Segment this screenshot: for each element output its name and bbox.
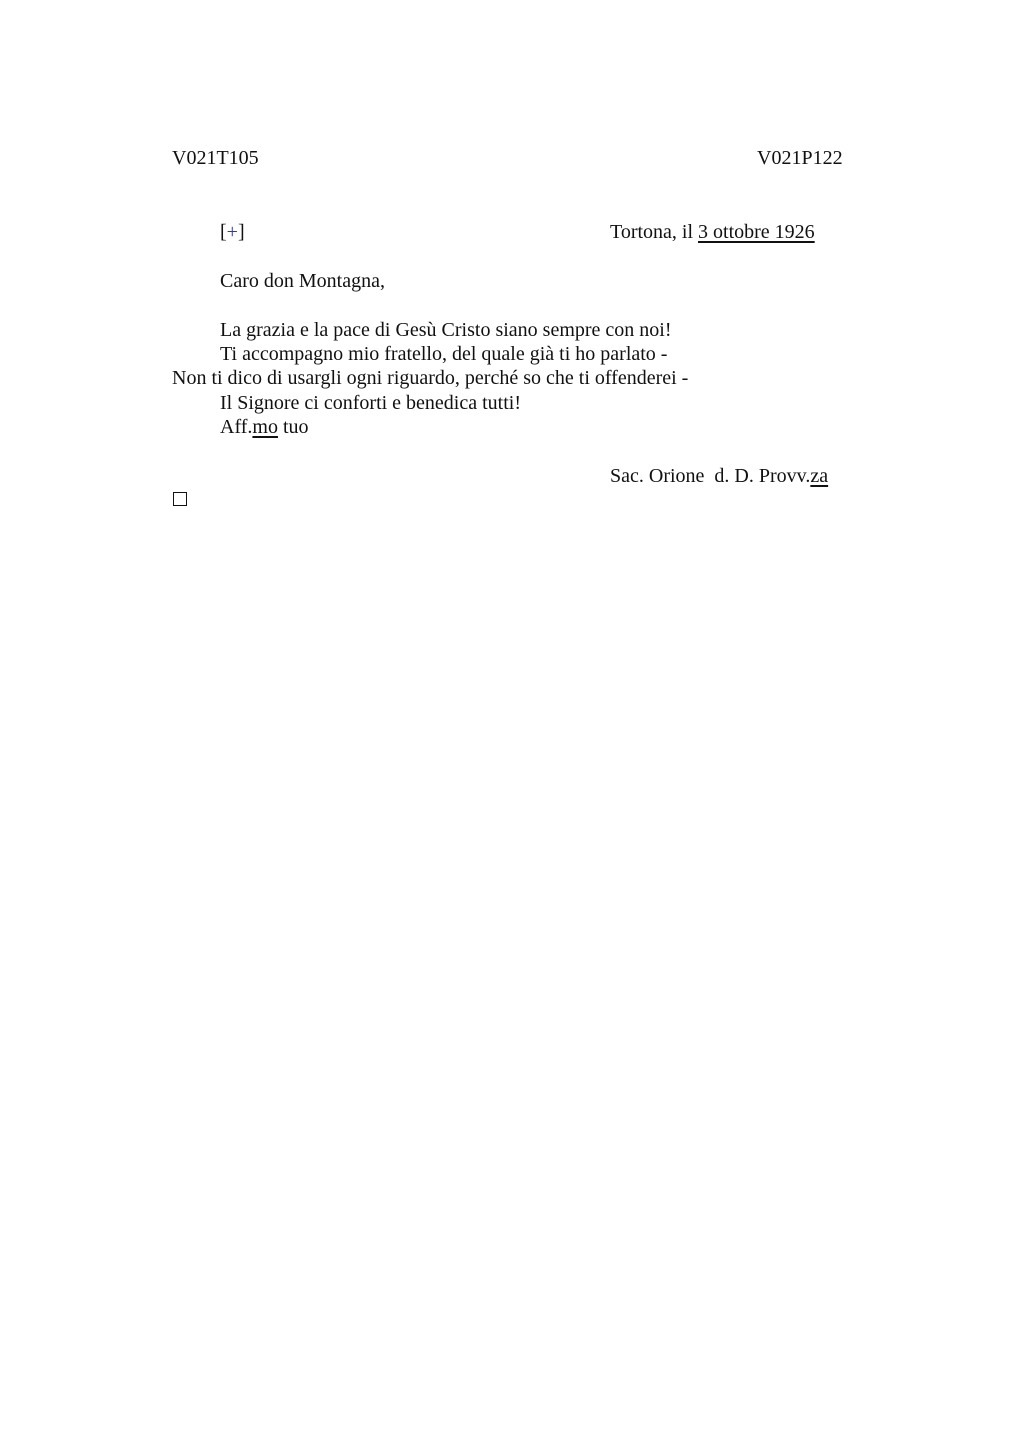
salutation: Caro don Montagna, bbox=[220, 270, 385, 292]
body-line-1: La grazia e la pace di Gesù Cristo siano sempre con noi! bbox=[220, 319, 672, 341]
cross-mark bbox=[220, 220, 245, 244]
closing-prefix: Aff. bbox=[220, 416, 253, 438]
body-line-2: Ti accompagno mio fratello, del quale già ti ho parlato - bbox=[220, 343, 668, 365]
dateline bbox=[610, 220, 815, 244]
signature-abbrev: za bbox=[810, 465, 829, 487]
cross-icon: + bbox=[226, 221, 238, 243]
signature-text: Sac. Orione d. D. Provv. bbox=[610, 465, 811, 487]
closing-abbrev: mo bbox=[252, 416, 278, 438]
archive-code-left: V021T105 bbox=[172, 147, 259, 169]
archive-code-right: V021P122 bbox=[757, 147, 843, 169]
body-line-3: Non ti dico di usargli ogni riguardo, perché so che ti offenderei - bbox=[172, 367, 689, 389]
closing-suffix: tuo bbox=[277, 416, 309, 438]
signature bbox=[610, 464, 828, 488]
cross-bracket-open: [ bbox=[220, 221, 227, 243]
body-line-4: Il Signore ci conforti e benedica tutti! bbox=[220, 392, 522, 414]
dateline-date: 3 ottobre 1926 bbox=[698, 221, 815, 243]
end-box-icon bbox=[173, 492, 187, 506]
dateline-place: Tortona, il bbox=[610, 221, 699, 243]
closing bbox=[220, 415, 309, 439]
cross-bracket-close: ] bbox=[237, 221, 245, 243]
